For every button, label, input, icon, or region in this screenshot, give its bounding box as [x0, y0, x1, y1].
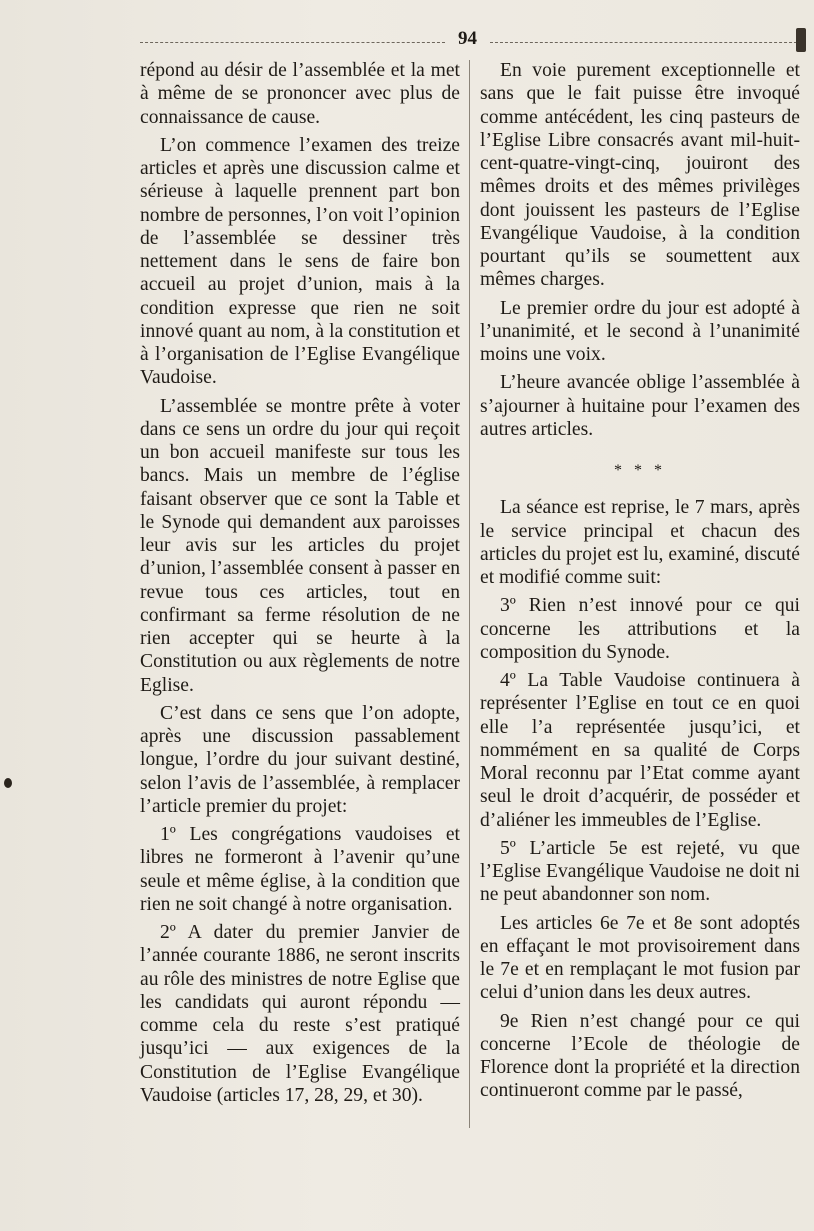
paragraph: Le premier ordre du jour est adopté à l’unanimité, et le second à l’unanimité moins une voix.	[480, 297, 800, 365]
paragraph: 9e Rien n’est changé pour ce qui concerne l’Ecole de théologie de Florence dont la propriété et la direction continueront comme par le passé,	[480, 1010, 800, 1102]
paragraph: 4º La Table Vaudoise continuera à représenter l’Eglise en tout ce en quoi elle l’a représentée jusqu’ici, et nommément en sa qualité de Corps Moral reconnu par l’Etat comme ayant seul le droit d’acquérir, de posséder et d’aliéner les immeubles de l’Eglise.	[480, 670, 800, 831]
left-column	[140, 59, 460, 1112]
paragraph: L’on commence l’examen des treize articles et après une discussion calme et sérieuse à laquelle prennent part bon nombre de personnes, l’on voit l’opinion de l’assemblée se dessiner très nettement dans le sens de faire bon accueil au projet d’union, mais à la condition expresse que rien ne soit innové quant au nom, à la constitution et à l’organisation de l’Eglise Evangélique Vaudoise.	[140, 134, 460, 389]
paragraph: 3º Rien n’est innové pour ce qui concerne les attributions et la composition du Synode.	[480, 595, 800, 663]
paragraph: C’est dans ce sens que l’on adopte, après une discussion passablement longue, l’ordre du jour suivant destiné, selon l’avis de l’assemblée, à remplacer l’article premier du projet:	[140, 702, 460, 817]
paragraph: Les articles 6e 7e et 8e sont adoptés en effaçant le mot provisoirement dans le 7e et en remplaçant le mot fusion par celui d’union dans les deux autres.	[480, 912, 800, 1004]
section-separator: * * *	[614, 462, 666, 479]
paragraph: La séance est reprise, le 7 mars, après le service principal et chacun des articles du projet est lu, examiné, discuté et modifié comme suit:	[480, 497, 800, 588]
paragraph: 5º L’article 5e est rejeté, vu que l’Eglise Evangélique Vaudoise ne doit ni ne peut abandonner son nom.	[480, 837, 800, 906]
page-header	[140, 26, 804, 56]
paragraph: répond au désir de l’assemblée et la met à même de se prononcer avec plus de connaissance de cause.	[140, 60, 460, 128]
page-number: 94	[458, 28, 477, 49]
paragraph: L’heure avancée oblige l’assemblée à s’ajourner à huitaine pour l’examen des autres articles.	[480, 372, 800, 440]
right-column	[480, 59, 800, 1108]
paragraph: 1º Les congrégations vaudoises et libres ne formeront à l’avenir qu’une seule et même église, à la condition que rien ne soit changé à notre organisation.	[140, 824, 460, 915]
column-divider	[469, 60, 470, 1128]
paragraph: 2º A dater du premier Janvier de l’année courante 1886, ne seront inscrits au rôle des ministres de notre Eglise que les candidats qui auront répondu — comme cela du reste s’est pratiqué jusqu’ici — aux exigences de la Constitution de l’Eglise Evangélique Vaudoise (articles 17, 28, 29, et 30).	[140, 922, 460, 1106]
header-rule-left	[140, 42, 445, 43]
ink-spot	[4, 778, 12, 788]
page-edge-mark	[796, 28, 806, 52]
header-rule-right	[490, 42, 802, 43]
paragraph: En voie purement exceptionnelle et sans que le fait puisse être invoqué comme antécédent, les cinq pasteurs de l’Eglise Libre consacrés avant mil-huit-cent-quatre-vingt-cinq, jouiront des mêmes droits et des mêmes privilèges dont jouissent les pasteurs de l’Eglise Evangélique Vaudoise, à la condition pourtant qu’ils se soumettent aux mêmes charges.	[480, 60, 800, 291]
paragraph: L’assemblée se montre prête à voter dans ce sens un ordre du jour qui reçoit un bon accueil manifeste sur tous les bancs. Mais un membre de l’église faisant observer que ce sont la Table et le Synode qui demandent aux paroisses leur avis sur les articles du projet d’union, l’assemblée consent à passer en revue tous ces articles, tout en confirmant sa ferme résolution de ne rien accepter qui se heurte à la Constitution ou aux règlements de notre Eglise.	[140, 395, 460, 696]
